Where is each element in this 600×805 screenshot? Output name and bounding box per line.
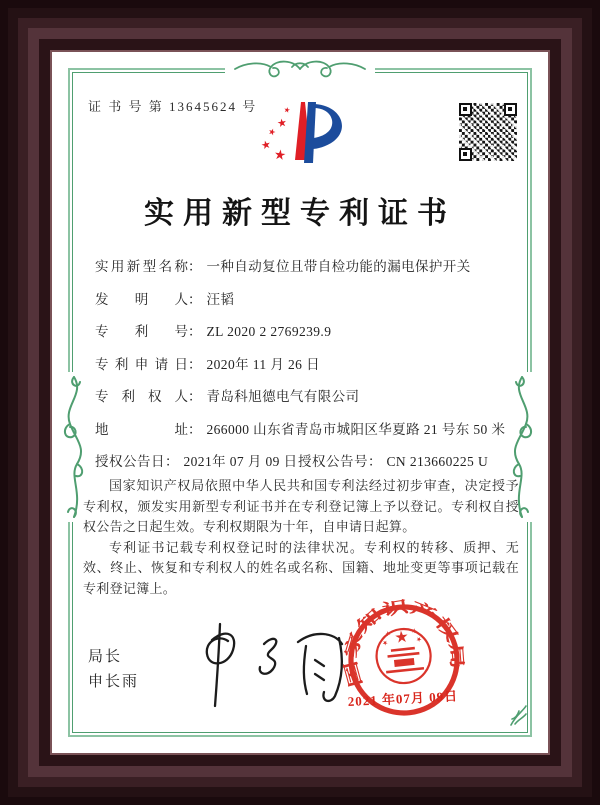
qr-finder-icon [504, 103, 517, 116]
field-colon: ： [188, 421, 202, 437]
official-seal [336, 592, 472, 728]
field-value: 2020年 11 月 26 日 [206, 356, 320, 372]
grant-date-label: 授权公告日 [95, 454, 165, 469]
field-label: 发明人 [95, 291, 188, 307]
paragraph: 专利证书记载专利权登记时的法律状况。专利权的转移、质押、无效、终止、恢复和专利权人的姓名或名称、国籍、地址变更等事项记载在专利登记簿上。 [83, 539, 519, 596]
seal-ring-text: 国家知识产权局 [340, 597, 467, 689]
qr-code [457, 101, 519, 163]
qr-finder-icon [459, 148, 472, 161]
field-value: 青岛科旭德电气有限公司 [206, 389, 360, 404]
director-title: 局长 [88, 648, 123, 665]
field-colon: ： [188, 324, 202, 339]
field-label: 专利号 [95, 324, 188, 339]
flourish-top-icon [225, 56, 375, 82]
qr-finder-icon [459, 103, 472, 116]
legal-text [83, 476, 519, 599]
grant-no-value: CN 213660225 U [386, 454, 489, 469]
sprig-icon [507, 704, 529, 728]
field-value: ZL 2020 2 2769239.9 [206, 324, 332, 339]
field-row-patentee [95, 388, 522, 421]
field-row-inventor [95, 291, 522, 324]
paragraph: 国家知识产权局依照中华人民共和国专利法经过初步审查，决定授予专利权，颁发实用新型专利证书并在专利登记簿上予以登记。专利权自授权公告之日起生效。专利权期限为十年，自申请日起算。 [83, 478, 519, 534]
field-colon: ： [188, 291, 202, 307]
field-colon: ： [165, 454, 179, 469]
field-value: 汪韬 [206, 291, 235, 307]
field-colon: ： [368, 454, 382, 469]
national-emblem-icon [374, 626, 433, 686]
field-value: 一种自动复位且带自检功能的漏电保护开关 [206, 259, 471, 274]
field-label: 专利申请日 [95, 356, 188, 372]
grant-date-value: 2021年 07 月 09 日 [183, 454, 298, 469]
field-row-address [95, 421, 522, 454]
certificate-title: 实用新型专利证书 [144, 197, 456, 230]
field-colon: ： [188, 389, 202, 404]
field-label: 地址 [95, 421, 188, 437]
seal-date: 2021 年07月 09日 [347, 688, 459, 709]
svg-text:国家知识产权局 [336, 592, 468, 689]
cnipa-patent-logo-icon [253, 96, 353, 176]
footer [88, 644, 139, 694]
field-row-name [95, 258, 522, 291]
field-label: 实用新型名称 [95, 259, 188, 274]
field-row-filing-date [95, 356, 522, 389]
field-row-patent-no [95, 323, 522, 356]
field-colon: ： [188, 356, 202, 372]
field-label: 专利权人 [95, 389, 188, 404]
field-colon: ： [188, 259, 202, 274]
certificate-paper [52, 52, 548, 753]
qr-pattern [459, 103, 517, 161]
field-list [95, 258, 522, 486]
director-name: 申长雨 [88, 673, 140, 690]
grant-no-label: 授权公告号 [298, 454, 368, 469]
certificate-number: 证 书 号 第 13645624 号 [88, 99, 258, 114]
field-value: 266000 山东省青岛市城阳区华夏路 21 号东 50 米 [206, 421, 506, 437]
director-signature [182, 618, 362, 718]
